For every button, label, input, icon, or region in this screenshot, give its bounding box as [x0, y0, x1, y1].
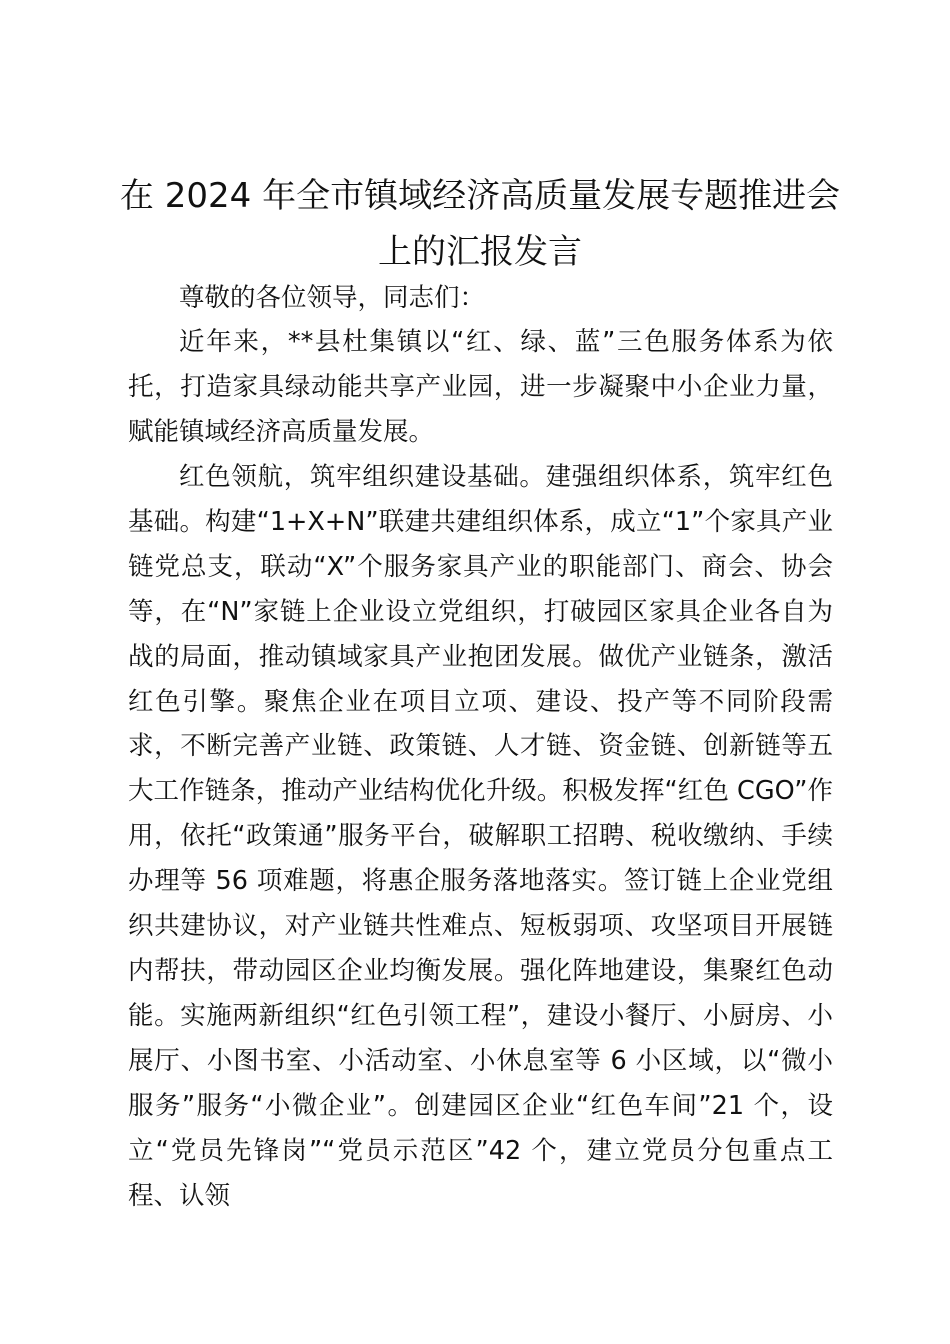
- paragraph-intro: 近年来，**县杜集镇以“红、绿、蓝”三色服务体系为依托，打造家具绿动能共享产业园，进一步凝聚中小企业力量，赋能镇域经济高质量发展。: [128, 327, 833, 447]
- paragraph-red-leadership: 红色领航，筑牢组织建设基础。建强组织体系，筑牢红色基础。构建“1+X+N”联建共建组织体系，成立“1”个家具产业链党总支，联动“X”个服务家具产业的职能部门、商会、协会等，在“N”家链上企业设立党组织，打破园区家具企业各自为战的局面，推动镇域家具产业抱团发展。做优产业链条，激活红色引擎。聚焦企业在项目立项、建设、投产等不同阶段需求，不断完善产业链、政策链、人才链、资金链、创新链等五大工作链条，推动产业结构优化升级。积极发挥“红色 CGO”作用，依托“政策通”服务平台，破解职工招聘、税收缴纳、手续办理等 56 项难题，将惠企服务落地落实。签订链上企业党组织共建协议，对产业链共性难点、短板弱项、攻坚项目开展链内帮扶，带动园区企业均衡发展。强化阵地建设，集聚红色动能。实施两新组织“红色引领工程”，建设小餐厅、小厨房、小展厅、小图书室、小活动室、小休息室等 6 小区域，以“微小服务”服务“小微企业”。创建园区企业“红色车间”21 个，设立“党员先锋岗”“党员示范区”42 个，建立党员分包重点工程、认领: [128, 462, 833, 1211]
- document-title: 在 2024 年全市镇域经济高质量发展专题推进会上的汇报发言: [119, 176, 841, 272]
- salutation: 尊敬的各位领导，同志们：: [179, 283, 486, 313]
